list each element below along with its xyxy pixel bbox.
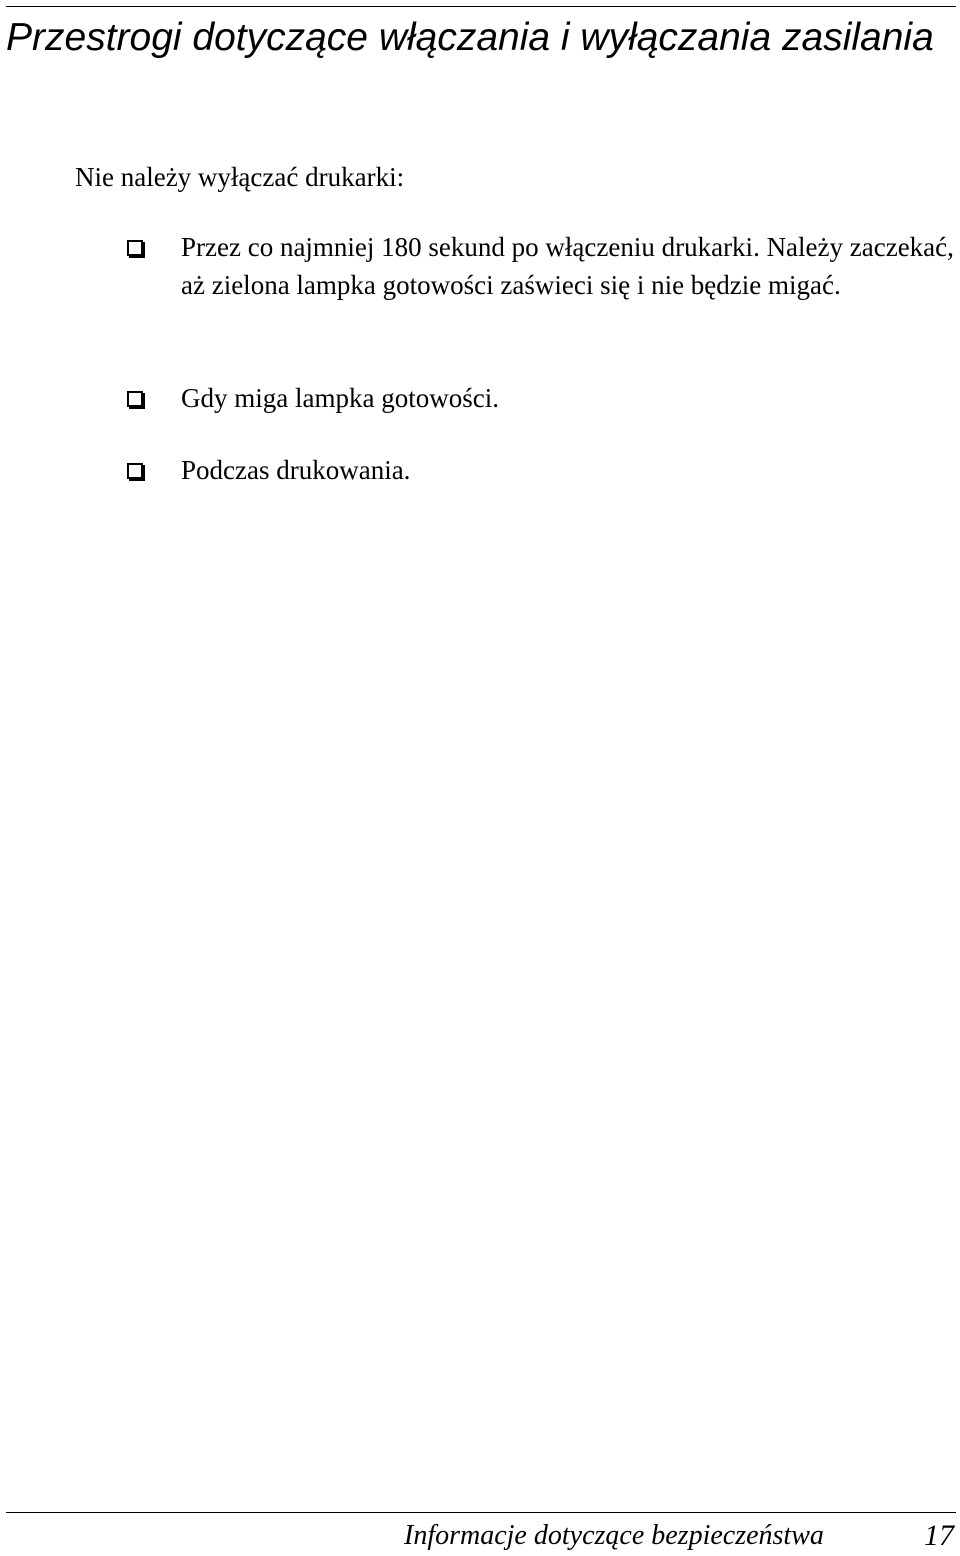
list-item-text: Przez co najmniej 180 sekund po włączeniu drukarki. Należy zaczekać, aż zielona lampka gotowości zaświeci się i nie będzie migać.: [181, 232, 954, 300]
section-heading: Przestrogi dotyczące włączania i wyłączania zasilania: [6, 16, 934, 59]
list-item-text: Podczas drukowania.: [181, 455, 411, 485]
footer-title: Informacje dotyczące bezpieczeństwa: [404, 1520, 824, 1551]
page-number: 17: [924, 1519, 954, 1552]
footer-rule: [6, 1512, 956, 1513]
checkbox-bullet-icon: [127, 463, 143, 479]
checkbox-bullet-icon: [127, 391, 143, 407]
top-rule: [6, 6, 956, 7]
checkbox-bullet-icon: [127, 240, 143, 256]
intro-text: Nie należy wyłączać drukarki:: [75, 162, 405, 192]
list-item-text: Gdy miga lampka gotowości.: [181, 383, 499, 413]
